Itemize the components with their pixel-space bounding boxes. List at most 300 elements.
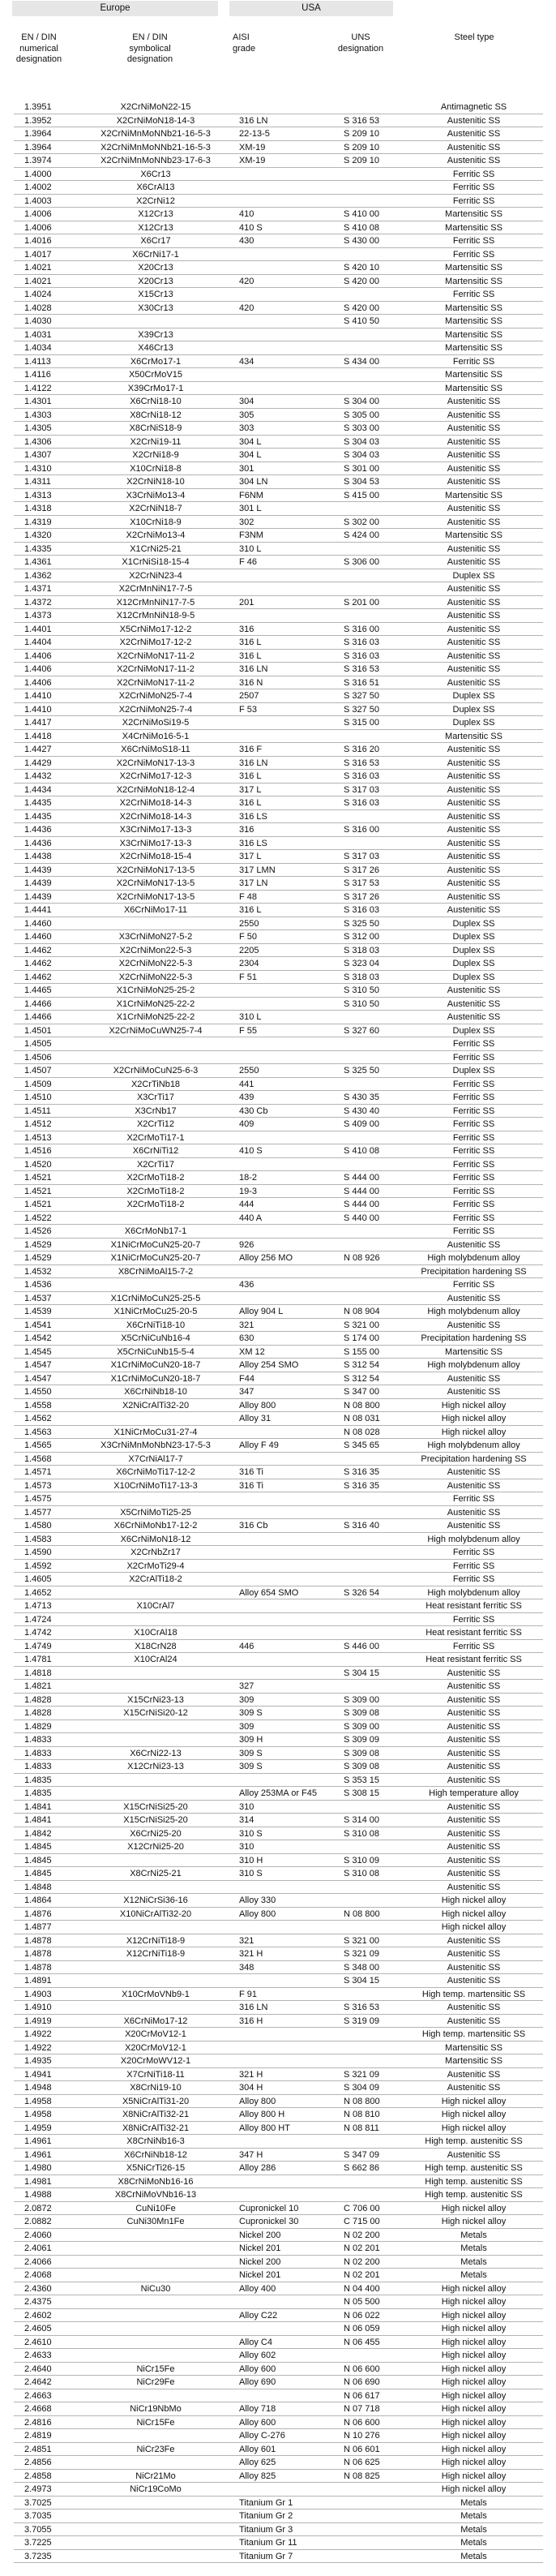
cell-en-numerical: 2.4068	[24, 2270, 52, 2280]
table-row	[14, 261, 543, 275]
table-row	[14, 2229, 543, 2243]
cell-en-numerical: 1.4878	[24, 1962, 52, 1973]
cell-en-numerical: 1.4024	[24, 290, 52, 299]
cell-en-numerical: 1.4713	[24, 1601, 52, 1611]
table-row	[14, 917, 543, 931]
cell-steel-type: Austenitic SS	[447, 2016, 501, 2026]
cell-en-numerical: 1.4466	[24, 998, 52, 1009]
cell-aisi-grade: 18-2	[239, 1173, 258, 1183]
cell-en-numerical: 1.4410	[24, 704, 52, 715]
table-row	[14, 2149, 543, 2162]
cell-en-numerical: 1.4441	[24, 905, 52, 915]
cell-en-numerical: 1.4406	[24, 650, 52, 661]
table-row	[14, 2523, 543, 2537]
cell-uns-designation: S 321 09	[344, 2069, 380, 2080]
table-row	[14, 1385, 543, 1399]
cell-steel-type: Austenitic SS	[447, 1949, 501, 1959]
cell-en-numerical: 1.4006	[24, 209, 52, 219]
cell-en-numerical: 1.4460	[24, 918, 52, 929]
cell-en-numerical: 1.4568	[24, 1453, 52, 1464]
cell-en-numerical: 1.4590	[24, 1548, 52, 1557]
cell-steel-type: Austenitic SS	[447, 1735, 501, 1745]
table-row	[14, 1024, 543, 1038]
cell-steel-type: Austenitic SS	[447, 450, 501, 460]
table-row	[14, 315, 543, 328]
table-row	[14, 2001, 543, 2015]
cell-steel-type: High nickel alloy	[441, 2310, 507, 2321]
table-row	[14, 1908, 543, 1921]
table-row	[14, 850, 543, 864]
cell-uns-designation: S 316 53	[344, 2003, 380, 2012]
cell-en-symbolical: X5CrNiCuNb16-4	[121, 1333, 190, 1343]
cell-en-symbolical: X2CrNi12	[136, 195, 175, 206]
cell-en-numerical: 1.4948	[24, 2083, 52, 2093]
cell-steel-type: Martensitic SS	[445, 329, 503, 340]
table-row	[14, 1519, 543, 1533]
cell-en-symbolical: X2CrMoTi17-1	[126, 1132, 185, 1143]
cell-en-symbolical: X20CrMoV12-1	[125, 2042, 186, 2053]
cell-steel-type: Austenitic SS	[447, 584, 501, 594]
cell-en-symbolical: X6CrNi18-10	[130, 397, 182, 406]
cell-aisi-grade: F 91	[239, 1989, 258, 1999]
cell-en-numerical: 1.4878	[24, 1935, 52, 1946]
header-line: EN / DIN	[21, 32, 57, 42]
cell-steel-type: Ferritic SS	[452, 1561, 495, 1571]
cell-aisi-grade: 321 H	[239, 1949, 263, 1959]
cell-en-numerical: 1.4509	[24, 1079, 52, 1089]
cell-en-numerical: 1.4511	[24, 1106, 51, 1116]
cell-en-numerical: 1.4462	[24, 945, 52, 955]
cell-steel-type: Duplex SS	[452, 1025, 495, 1036]
table-row	[14, 2215, 543, 2229]
cell-en-numerical: 1.4891	[24, 1976, 52, 1986]
cell-uns-designation: S 327 50	[344, 704, 380, 715]
table-row	[14, 1051, 543, 1065]
cell-aisi-grade: 327	[239, 1681, 254, 1691]
cell-aisi-grade: 347	[239, 1387, 254, 1397]
cell-steel-type: Austenitic SS	[447, 771, 501, 781]
cell-en-symbolical: X12Cr13	[138, 222, 173, 233]
cell-steel-type: High nickel alloy	[441, 1908, 507, 1919]
cell-aisi-grade: Alloy 800	[239, 2096, 276, 2106]
cell-en-symbolical: X5NiCrTi26-15	[126, 2163, 186, 2173]
cell-en-symbolical: X2CrNiMnMoNNb23-17-6-3	[101, 156, 211, 165]
cell-steel-type: High molybdenum alloy	[427, 1360, 520, 1370]
table-row	[14, 810, 543, 824]
cell-aisi-grade: 22-13-5	[239, 129, 270, 139]
cell-steel-type: Metals	[460, 2538, 487, 2548]
cell-uns-designation: S 325 50	[344, 1066, 380, 1075]
cell-en-numerical: 1.4021	[24, 263, 52, 273]
cell-en-symbolical: X2CrNiMoN25-7-4	[118, 704, 193, 715]
cell-en-numerical: 2.4610	[24, 2337, 52, 2347]
cell-uns-designation: S 318 03	[344, 945, 380, 955]
table-row	[14, 796, 543, 810]
cell-en-symbolical: X8CrNi18-12	[130, 410, 182, 420]
cell-aisi-grade: 430 Cb	[239, 1106, 268, 1116]
cell-steel-type: Austenitic SS	[447, 2083, 501, 2093]
cell-steel-type: Heat resistant ferritic SS	[426, 1601, 522, 1611]
table-row	[14, 1479, 543, 1493]
cell-en-numerical: 1.4512	[24, 1119, 52, 1129]
cell-en-numerical: 1.4935	[24, 2056, 52, 2066]
cell-steel-type: Austenitic SS	[447, 115, 501, 126]
cell-aisi-grade: 317 LMN	[239, 865, 276, 875]
cell-steel-type: Austenitic SS	[447, 1467, 501, 1477]
cell-steel-type: Ferritic SS	[452, 290, 495, 299]
cell-steel-type: Heat resistant ferritic SS	[426, 1655, 522, 1664]
cell-en-numerical: 1.4521	[24, 1200, 52, 1209]
cell-en-numerical: 1.4821	[24, 1681, 52, 1691]
cell-en-numerical: 1.4536	[24, 1280, 52, 1290]
table-row	[14, 2256, 543, 2269]
header-line: Steel type	[454, 32, 494, 42]
table-row	[14, 609, 543, 623]
cell-steel-type: Austenitic SS	[447, 1762, 501, 1771]
cell-en-symbolical: X2CrNiN18-10	[126, 477, 185, 487]
cell-steel-type: Austenitic SS	[447, 1815, 501, 1825]
table-row	[14, 2429, 543, 2443]
cell-steel-type: Austenitic SS	[447, 517, 501, 527]
cell-uns-designation: S 309 08	[344, 1762, 380, 1771]
cell-uns-designation: S 316 53	[344, 664, 380, 674]
cell-steel-type: Ferritic SS	[452, 1079, 495, 1089]
cell-uns-designation: S 316 40	[344, 1521, 380, 1531]
cell-en-numerical: 1.4116	[24, 370, 51, 380]
cell-en-numerical: 2.4858	[24, 2471, 52, 2481]
table-row	[14, 181, 543, 195]
cell-uns-designation: S 444 00	[344, 1200, 380, 1209]
table-row	[14, 1840, 543, 1854]
cell-en-numerical: 1.4465	[24, 985, 52, 995]
cell-steel-type: Austenitic SS	[447, 1748, 501, 1758]
cell-en-numerical: 1.4828	[24, 1694, 52, 1705]
cell-steel-type: Ferritic SS	[452, 182, 495, 192]
table-row	[14, 275, 543, 289]
cell-en-numerical: 1.4724	[24, 1614, 52, 1625]
cell-aisi-grade: 316 LN	[239, 115, 268, 126]
table-row	[14, 757, 543, 771]
cell-en-symbolical: X2CrNiMon22-5-3	[119, 945, 192, 955]
cell-en-numerical: 1.4922	[24, 2042, 52, 2053]
table-row	[14, 743, 543, 757]
cell-en-symbolical: X50CrMoV15	[128, 370, 183, 380]
cell-steel-type: Ferritic SS	[452, 1093, 495, 1102]
cell-en-numerical: 1.4310	[24, 463, 52, 474]
cell-en-symbolical: X15CrNiSi25-20	[123, 1815, 188, 1825]
cell-steel-type: High nickel alloy	[441, 2444, 507, 2454]
cell-en-symbolical: X46Cr13	[138, 343, 173, 353]
cell-uns-designation: S 446 00	[344, 1641, 380, 1651]
cell-en-numerical: 1.3964	[24, 142, 52, 152]
cell-steel-type: Austenitic SS	[447, 504, 501, 513]
cell-aisi-grade: 305	[239, 410, 254, 420]
cell-aisi-grade: 439	[239, 1093, 254, 1102]
cell-steel-type: Antimagnetic SS	[440, 102, 507, 112]
header-line: EN / DIN	[132, 32, 168, 42]
cell-en-numerical: 1.4462	[24, 959, 52, 968]
cell-uns-designation: S 347 09	[344, 2149, 380, 2160]
table-row	[14, 2015, 543, 2029]
cell-aisi-grade: Alloy 800 H	[239, 2110, 285, 2119]
cell-steel-type: Ferritic SS	[452, 1132, 495, 1143]
cell-en-symbolical: X8CrNiMoNb16-16	[118, 2176, 194, 2187]
cell-aisi-grade: 310 S	[239, 1828, 263, 1839]
cell-uns-designation: S 312 54	[344, 1360, 380, 1370]
cell-en-numerical: 1.4541	[24, 1320, 52, 1330]
cell-en-symbolical: NiCu30	[140, 2283, 171, 2294]
cell-en-numerical: 1.3974	[24, 156, 52, 165]
cell-en-numerical: 2.4060	[24, 2230, 52, 2240]
cell-aisi-grade: 2205	[239, 945, 259, 955]
cell-steel-type: Metals	[460, 2243, 487, 2253]
table-row	[14, 2470, 543, 2484]
cell-en-symbolical: X2CrNiMo13-4	[126, 530, 186, 540]
cell-en-numerical: 2.4851	[24, 2444, 52, 2454]
cell-steel-type: High nickel alloy	[441, 1414, 507, 1423]
cell-en-symbolical: X39CrMo17-1	[127, 383, 184, 393]
cell-uns-designation: S 415 00	[344, 490, 380, 500]
cell-uns-designation: S 323 04	[344, 959, 380, 968]
cell-uns-designation: N 08 800	[344, 1400, 380, 1410]
cell-aisi-grade: Cupronickel 10	[239, 2203, 299, 2213]
cell-steel-type: Austenitic SS	[447, 878, 501, 888]
cell-en-symbolical: X2CrNiMoN22-5-3	[118, 972, 193, 982]
region-header-europe: Europe	[12, 1, 218, 16]
cell-steel-type: High nickel alloy	[441, 2363, 507, 2374]
cell-steel-type: Duplex SS	[452, 972, 495, 982]
cell-steel-type: High temp. austenitic SS	[425, 2176, 523, 2187]
cell-uns-designation: S 348 00	[344, 1962, 380, 1973]
cell-steel-type: Austenitic SS	[447, 1480, 501, 1491]
cell-uns-designation: S 309 00	[344, 1721, 380, 1732]
cell-en-numerical: 2.4066	[24, 2256, 52, 2267]
cell-steel-type: Austenitic SS	[447, 825, 501, 835]
table-row	[14, 623, 543, 637]
cell-en-numerical: 1.4537	[24, 1293, 52, 1303]
table-row	[14, 2095, 543, 2109]
cell-en-symbolical: X8CrNiMoVNb16-13	[114, 2190, 197, 2200]
cell-uns-designation: S 410 50	[344, 316, 380, 326]
table-row	[14, 1854, 543, 1868]
cell-en-symbolical: X6CrMo17-1	[130, 356, 182, 367]
cell-en-symbolical: X6CrNiMoS18-11	[121, 745, 190, 754]
cell-steel-type: Ferritic SS	[452, 1641, 495, 1651]
cell-steel-type: Ferritic SS	[452, 1548, 495, 1557]
cell-steel-type: Ferritic SS	[452, 1226, 495, 1236]
cell-steel-type: Metals	[460, 2497, 487, 2508]
cell-steel-type: Duplex SS	[452, 718, 495, 728]
cell-steel-type: High nickel alloy	[441, 2351, 507, 2360]
table-row	[14, 1533, 543, 1547]
cell-en-numerical: 1.4436	[24, 825, 52, 835]
cell-uns-designation: N 08 028	[344, 1427, 380, 1437]
table-row	[14, 837, 543, 851]
cell-en-numerical: 1.4429	[24, 758, 52, 768]
cell-en-numerical: 1.4941	[24, 2069, 52, 2080]
cell-aisi-grade: Nickel 201	[239, 2243, 281, 2253]
cell-en-numerical: 1.4542	[24, 1333, 52, 1343]
table-row	[14, 1399, 543, 1413]
cell-steel-type: Martensitic SS	[445, 343, 503, 353]
cell-aisi-grade: 310	[239, 1801, 254, 1812]
cell-en-numerical: 1.4000	[24, 169, 52, 179]
table-row	[14, 676, 543, 690]
table-row	[14, 355, 543, 369]
cell-en-numerical: 1.4021	[24, 276, 52, 286]
table-row	[14, 382, 543, 396]
cell-en-numerical: 1.4031	[24, 329, 52, 340]
table-row	[14, 2509, 543, 2523]
cell-aisi-grade: Alloy 800	[239, 1400, 276, 1410]
table-row	[14, 1694, 543, 1707]
cell-en-numerical: 1.4845	[24, 1855, 52, 1865]
cell-en-symbolical: X1CrNiMoN25-22-2	[116, 998, 195, 1009]
table-row	[14, 1707, 543, 1720]
cell-uns-designation: S 316 00	[344, 624, 380, 634]
cell-aisi-grade: Alloy C4	[239, 2337, 272, 2347]
cell-en-symbolical: X10CrNiMoTi17-13-3	[113, 1480, 198, 1491]
table-row	[14, 1319, 543, 1333]
cell-en-numerical: 1.4506	[24, 1052, 52, 1063]
cell-aisi-grade: Alloy 690	[239, 2377, 276, 2387]
cell-en-symbolical: X2CrMoTi29-4	[126, 1561, 185, 1571]
cell-en-numerical: 1.4418	[24, 731, 52, 741]
cell-steel-type: Austenitic SS	[447, 677, 501, 688]
cell-aisi-grade: 309 S	[239, 1708, 263, 1718]
cell-steel-type: Austenitic SS	[447, 1882, 501, 1892]
table-row	[14, 1801, 543, 1814]
cell-steel-type: High nickel alloy	[441, 1922, 507, 1932]
cell-steel-type: Austenitic SS	[447, 1869, 501, 1878]
cell-aisi-grade: XM-19	[239, 156, 266, 165]
cell-en-numerical: 1.4842	[24, 1828, 52, 1839]
cell-en-numerical: 1.4845	[24, 1869, 52, 1878]
table-row	[14, 1760, 543, 1774]
cell-en-numerical: 1.4301	[24, 397, 52, 406]
cell-steel-type: Austenitic SS	[447, 477, 501, 487]
cell-uns-designation: S 312 54	[344, 1373, 380, 1384]
cell-en-symbolical: X2CrNiN18-7	[129, 504, 182, 513]
cell-steel-type: High nickel alloy	[441, 2417, 507, 2428]
cell-steel-type: Duplex SS	[452, 570, 495, 581]
table-row	[14, 1359, 543, 1372]
table-row	[14, 1453, 543, 1466]
cell-en-numerical: 1.4592	[24, 1561, 52, 1571]
cell-en-symbolical: X6Cr13	[140, 169, 171, 179]
cell-steel-type: Precipitation hardening SS	[421, 1333, 527, 1343]
cell-steel-type: High nickel alloy	[441, 2096, 507, 2106]
cell-en-symbolical: X20CrMoWV12-1	[120, 2056, 191, 2066]
cell-en-symbolical: NiCr19CoMo	[130, 2484, 182, 2494]
cell-en-symbolical: X12NiCrSi36-16	[123, 1896, 188, 1905]
table-row	[14, 1640, 543, 1654]
cell-en-symbolical: X12CrNi25-20	[127, 1842, 184, 1852]
cell-aisi-grade: 301 L	[239, 504, 262, 513]
cell-en-symbolical: X1CrNi25-21	[130, 543, 182, 554]
cell-en-numerical: 3.7055	[24, 2524, 52, 2535]
table-row	[14, 1078, 543, 1092]
cell-en-numerical: 1.4462	[24, 972, 52, 982]
cell-en-numerical: 2.4605	[24, 2324, 52, 2333]
cell-en-symbolical: X4CrNiMo16-5-1	[122, 731, 190, 741]
cell-aisi-grade: Cupronickel 30	[239, 2217, 299, 2226]
table-row	[14, 1439, 543, 1453]
cell-en-numerical: 2.4640	[24, 2363, 52, 2374]
table-row	[14, 154, 543, 168]
cell-en-numerical: 1.4516	[24, 1146, 52, 1156]
cell-steel-type: Metals	[460, 2270, 487, 2280]
cell-en-numerical: 1.4833	[24, 1735, 52, 1745]
cell-aisi-grade: 304 H	[239, 2083, 263, 2093]
cell-uns-designation: S 316 20	[344, 745, 380, 754]
header-line: designation	[126, 54, 173, 64]
table-row	[14, 944, 543, 958]
table-row	[14, 1947, 543, 1961]
cell-en-symbolical: X2CrNiMoN17-11-2	[117, 650, 195, 661]
cell-en-symbolical: X15CrNiSi25-20	[123, 1801, 188, 1812]
cell-steel-type: Austenitic SS	[447, 784, 501, 795]
cell-en-symbolical: X15CrNi23-13	[127, 1694, 184, 1705]
cell-en-numerical: 1.4373	[24, 611, 52, 620]
cell-uns-designation: S 306 00	[344, 557, 380, 567]
table-row	[14, 1881, 543, 1895]
table-row	[14, 1894, 543, 1908]
cell-uns-designation: N 06 690	[344, 2377, 380, 2387]
cell-en-symbolical: X6CrMoNb17-1	[124, 1226, 187, 1236]
table-row	[14, 2108, 543, 2122]
cell-en-numerical: 2.0872	[24, 2203, 52, 2213]
cell-en-numerical: 1.4742	[24, 1628, 52, 1638]
cell-uns-designation: N 08 811	[344, 2123, 379, 2133]
table-row	[14, 1372, 543, 1386]
cell-uns-designation: S 321 00	[344, 1320, 380, 1330]
cell-uns-designation: S 316 03	[344, 650, 380, 661]
cell-en-symbolical: X1NiCrMoCuN25-20-7	[110, 1253, 201, 1263]
cell-en-symbolical: X6CrNiTi12	[132, 1146, 179, 1156]
cell-en-symbolical: X10CrAl24	[134, 1655, 177, 1664]
cell-aisi-grade: 314	[239, 1815, 254, 1825]
table-row	[14, 1492, 543, 1506]
cell-steel-type: Austenitic SS	[447, 852, 501, 861]
table-row	[14, 556, 543, 569]
cell-uns-designation: S 318 03	[344, 972, 380, 982]
cell-en-symbolical: X2CrNiMoN17-11-2	[117, 664, 195, 674]
cell-en-symbolical: NiCr23Fe	[136, 2444, 175, 2454]
table-row	[14, 1212, 543, 1226]
table-row	[14, 1158, 543, 1172]
cell-steel-type: Austenitic SS	[447, 142, 501, 152]
cell-aisi-grade: 310 S	[239, 1869, 263, 1878]
table-row	[14, 1599, 543, 1613]
cell-steel-type: Austenitic SS	[447, 1855, 501, 1865]
cell-steel-type: Austenitic SS	[447, 1801, 501, 1812]
cell-steel-type: High nickel alloy	[441, 2217, 507, 2226]
table-row	[14, 1011, 543, 1024]
cell-steel-type: High molybdenum alloy	[427, 1587, 520, 1598]
cell-aisi-grade: 310	[239, 1842, 254, 1852]
table-row	[14, 1144, 543, 1158]
cell-steel-type: Martensitic SS	[445, 222, 503, 233]
cell-en-numerical: 1.4513	[24, 1132, 52, 1143]
table-row	[14, 716, 543, 730]
cell-steel-type: Ferritic SS	[452, 1173, 495, 1183]
table-row	[14, 475, 543, 489]
cell-steel-type: Martensitic SS	[445, 2056, 503, 2066]
cell-en-numerical: 1.4361	[24, 557, 52, 567]
table-row	[14, 770, 543, 784]
cell-aisi-grade: 410	[239, 209, 254, 219]
